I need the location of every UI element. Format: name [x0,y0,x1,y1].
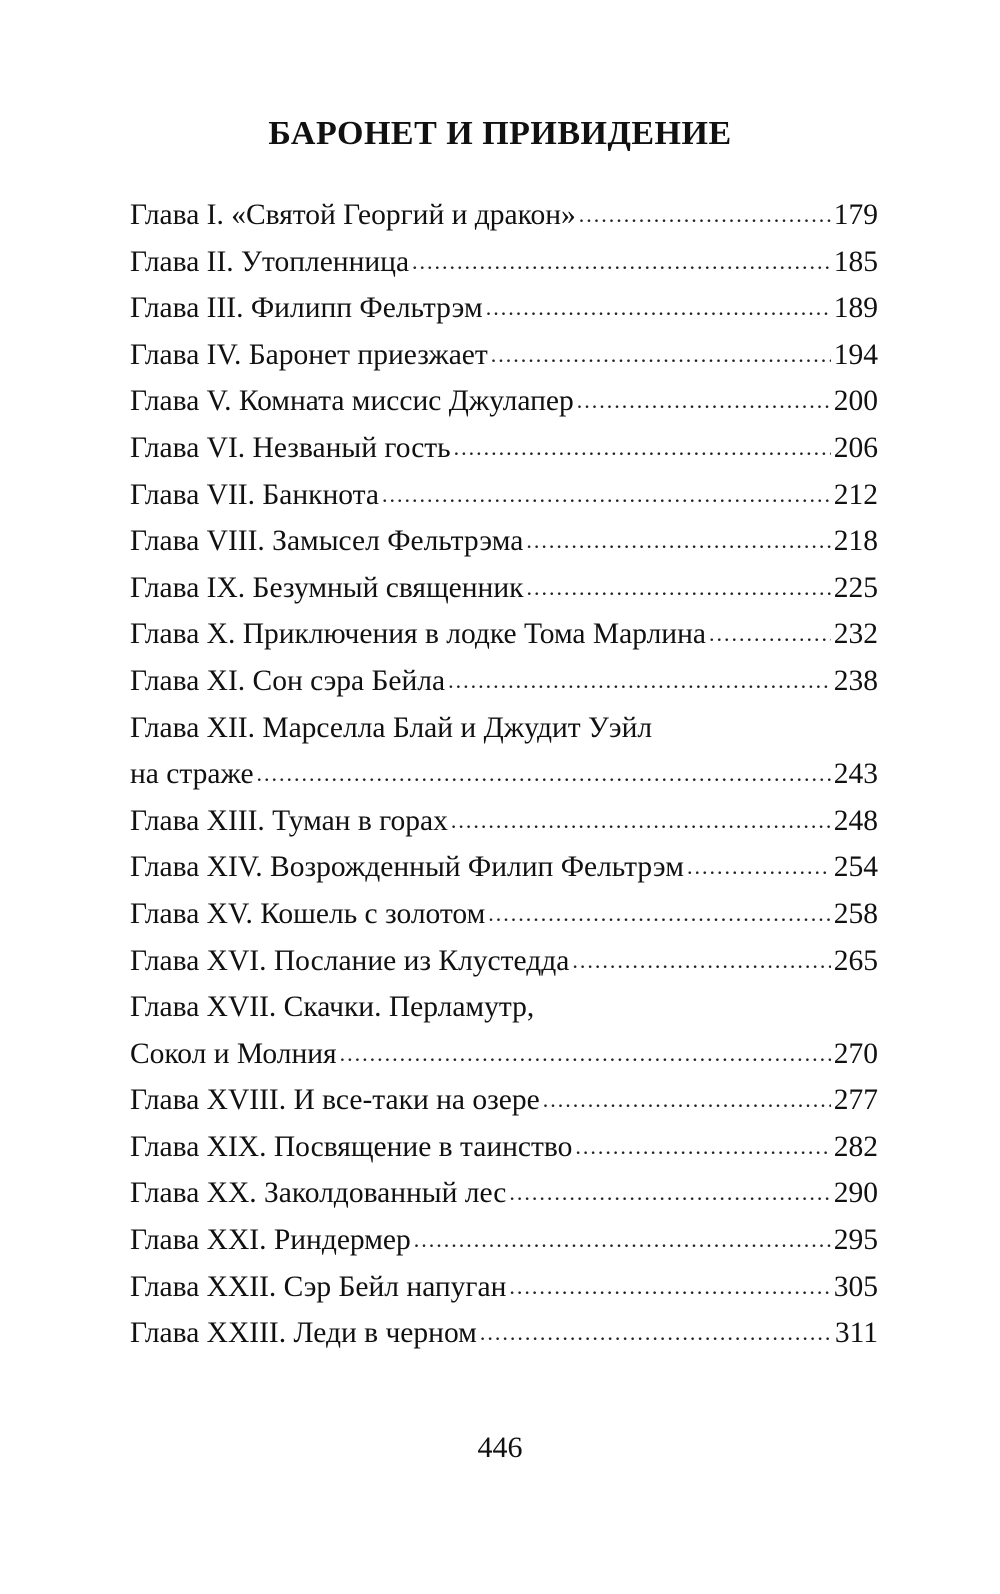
toc-entry-title: Глава XVII. Скачки. Перламутр, [130,991,535,1024]
toc-entry-title: Глава VI. Незваный гость [130,431,451,464]
toc-leader-dots [579,192,831,239]
toc-entry-page: 218 [833,525,878,558]
toc-entry-title: Глава XV. Кошель с золотом [130,897,486,930]
toc-entry-title: Глава XII. Марселла Блай и Джудит Уэйл [130,711,653,744]
toc-leader-dots [257,751,831,798]
toc-entry [130,611,878,658]
toc-entry-page: 232 [833,618,878,651]
toc-leader-dots [340,1031,831,1078]
toc-entry-title: Глава XI. Сон сэра Бейла [130,664,446,697]
toc-entry-page: 311 [834,1317,878,1350]
toc-entry-title: Глава XXIII. Леди в черном [130,1317,477,1350]
toc-entry [130,285,878,332]
toc-leader-dots [412,239,831,286]
toc-entry [130,891,878,938]
toc-entry [130,658,878,705]
toc-leader-dots [709,611,831,658]
toc-entry [130,378,878,425]
toc-leader-dots [687,844,831,891]
toc-entry-page: 290 [833,1177,878,1210]
toc-leader-dots [488,891,830,938]
toc-entry [130,798,878,845]
toc-entry-page: 254 [833,851,878,884]
toc-leader-dots [382,472,831,519]
toc-entry-title: Глава VIII. Замысел Фельтрэма [130,525,524,558]
toc-entry-title: Глава IX. Безумный священник [130,571,524,604]
toc-entry-title: Глава V. Комната миссис Джулапер [130,385,574,418]
toc-entry [130,1217,878,1264]
toc-entry-title: Сокол и Молния [130,1037,337,1070]
toc-entry-title: Глава XIII. Туман в горах [130,804,448,837]
toc-leader-dots [572,938,830,985]
toc-entry-title: Глава XXI. Риндермер [130,1224,411,1257]
toc-entry [130,472,878,519]
toc-leader-dots [509,1170,830,1217]
toc-leader-dots [486,285,831,332]
toc-entry-page: 243 [833,758,878,791]
toc-entry [130,1170,878,1217]
toc-entry-title: Глава I. «Святой Георгий и дракон» [130,199,576,231]
toc-entry-title: Глава II. Утопленница [130,245,410,278]
toc-entry [130,239,878,286]
toc-entry-title: Глава VII. Банкнота [130,478,380,511]
table-of-contents [130,192,878,1357]
toc-entry [130,1031,878,1078]
toc-entry-page: 194 [833,338,878,371]
toc-entry [130,751,878,798]
toc-entry-title: Глава XXII. Сэр Бейл напуган [130,1270,507,1303]
toc-leader-dots [575,1124,830,1171]
toc-entry [130,332,878,379]
toc-entry-title: Глава IV. Баронет приезжает [130,338,488,371]
toc-entry-title: на страже [130,758,254,791]
toc-leader-dots [526,565,830,612]
toc-entry [130,1077,878,1124]
toc-entry-page: 225 [833,571,878,604]
toc-entry-page: 238 [833,664,878,697]
toc-entry-page: 270 [833,1037,878,1070]
page-number: 446 [477,1431,523,1464]
toc-entry-title: Глава XX. Заколдованный лес [130,1177,507,1210]
toc-leader-dots [577,378,831,425]
toc-leader-dots [454,425,831,472]
toc-entry-page: 189 [833,292,878,325]
toc-entry [130,984,878,1031]
toc-leader-dots [491,332,831,379]
toc-entry-page: 185 [833,245,878,278]
toc-entry-title: Глава X. Приключения в лодке Тома Марлина [130,618,706,651]
toc-entry-title: Глава III. Филипп Фельтрэм [130,292,483,325]
toc-leader-dots [480,1310,832,1357]
toc-leader-dots [414,1217,831,1264]
toc-entry-page: 282 [833,1130,878,1163]
toc-entry [130,844,878,891]
toc-entry [130,565,878,612]
toc-entry [130,1264,878,1311]
toc-entry-page: 212 [833,478,878,511]
toc-entry [130,705,878,752]
toc-entry [130,938,878,985]
toc-entry [130,192,878,239]
toc-leader-dots [448,658,831,705]
toc-entry-page: 179 [833,199,878,231]
toc-entry [130,518,878,565]
toc-entry-page: 265 [833,944,878,977]
toc-leader-dots [451,798,831,845]
toc-entry-page: 277 [833,1084,878,1117]
toc-entry [130,425,878,472]
toc-entry-page: 295 [833,1224,878,1257]
toc-leader-dots [526,518,830,565]
toc-entry-title: Глава XVIII. И все-таки на озере [130,1084,540,1117]
toc-leader-dots [509,1264,830,1311]
toc-entry [130,1310,878,1357]
toc-entry-title: Глава XIX. Посвящение в таинство [130,1130,573,1163]
toc-entry-title: Глава XVI. Послание из Клустедда [130,944,570,977]
toc-entry-page: 305 [833,1270,878,1303]
toc-leader-dots [543,1077,831,1124]
toc-entry-page: 258 [833,897,878,930]
toc-entry-page: 200 [833,385,878,418]
toc-entry [130,1124,878,1171]
toc-entry-page: 248 [833,804,878,837]
toc-entry-page: 206 [833,431,878,464]
page-title: БАРОНЕТ И ПРИВИДЕНИЕ [268,115,732,152]
toc-entry-title: Глава XIV. Возрожденный Филип Фельтрэм [130,851,684,884]
